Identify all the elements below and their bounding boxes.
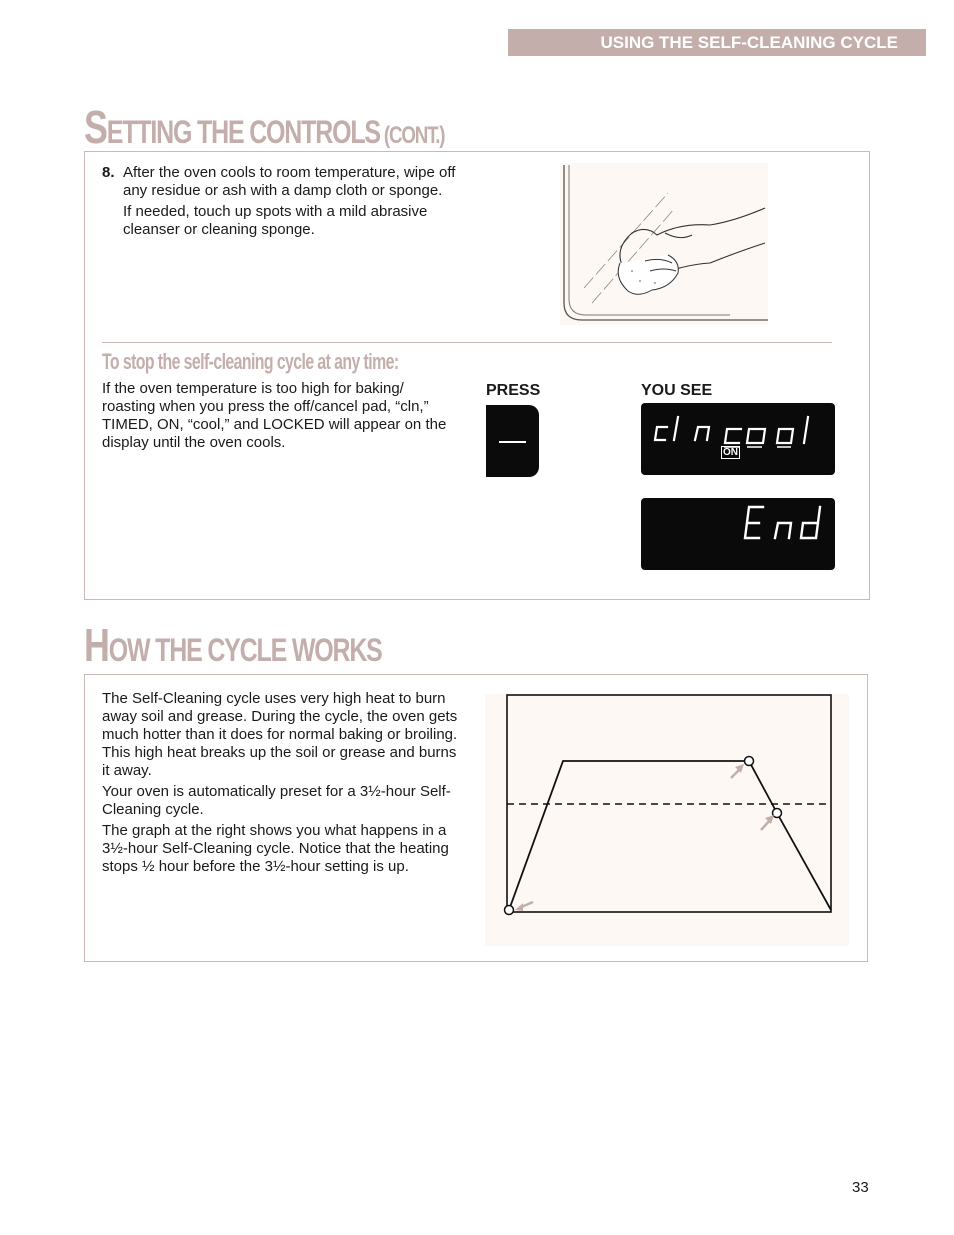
step-text-2: If needed, touch up spots with a mild abrasive cleanser or cleaning sponge. (123, 203, 428, 238)
oven-display-cln-cool (641, 403, 835, 475)
section-header-bar (508, 29, 926, 56)
cycle-works-text (102, 690, 464, 879)
wiping-illustration (560, 163, 768, 325)
graph-start-point (505, 906, 514, 915)
step-text (123, 164, 463, 242)
on-indicator: ON (723, 447, 738, 458)
off-cancel-pad[interactable] (486, 405, 539, 477)
pad-dash (499, 441, 526, 443)
stop-cycle-text: If the oven temperature is too high for baking/ roasting when you press the off/cancel pad, “cln,” TIMED, ON, “cool,” and LOCKED will appear on the display until the oven cools. (102, 380, 447, 451)
stop-cycle-heading: To stop the self-cleaning cycle at any time: (102, 349, 399, 374)
section-header-label: USING THE SELF-CLEANING CYCLE (600, 33, 898, 52)
graph-unlock-point (773, 809, 782, 818)
cycle-works-title: HOW THE CYCLE WORKS (84, 619, 382, 671)
you-see-label: YOU SEE (641, 382, 713, 399)
seven-segment-end (641, 498, 835, 570)
oven-display-end (641, 498, 835, 570)
cycle-para-2: Your oven is automatically preset for a 3½-hour Self-Cleaning cycle. (102, 783, 451, 818)
page-number: 33 (852, 1179, 869, 1196)
cycle-para-1: The Self-Cleaning cycle uses very high heat to burn away soil and grease. During the cycle, the oven gets much hotter than it does for normal baking or broiling. This high heat breaks up the soil or grease and burns it away. (102, 690, 458, 779)
step-text-1: After the oven cools to room temperature, wipe off any residue or ash with a damp cloth or sponge. (123, 164, 456, 199)
section-divider (102, 342, 832, 343)
step-number: 8. (102, 164, 115, 181)
seven-segment-cln-cool (641, 403, 835, 475)
press-label: PRESS (486, 382, 541, 399)
cycle-para-3: The graph at the right shows you what happens in a 3½-hour Self-Cleaning cycle. Notice that the heating stops ½ hour before the 3½-hour setting is up. (102, 822, 449, 875)
setting-controls-title: SETTING THE CONTROLS (CONT.) (84, 101, 445, 153)
graph-heat-stop-point (745, 757, 754, 766)
cycle-temperature-graph (485, 694, 849, 946)
